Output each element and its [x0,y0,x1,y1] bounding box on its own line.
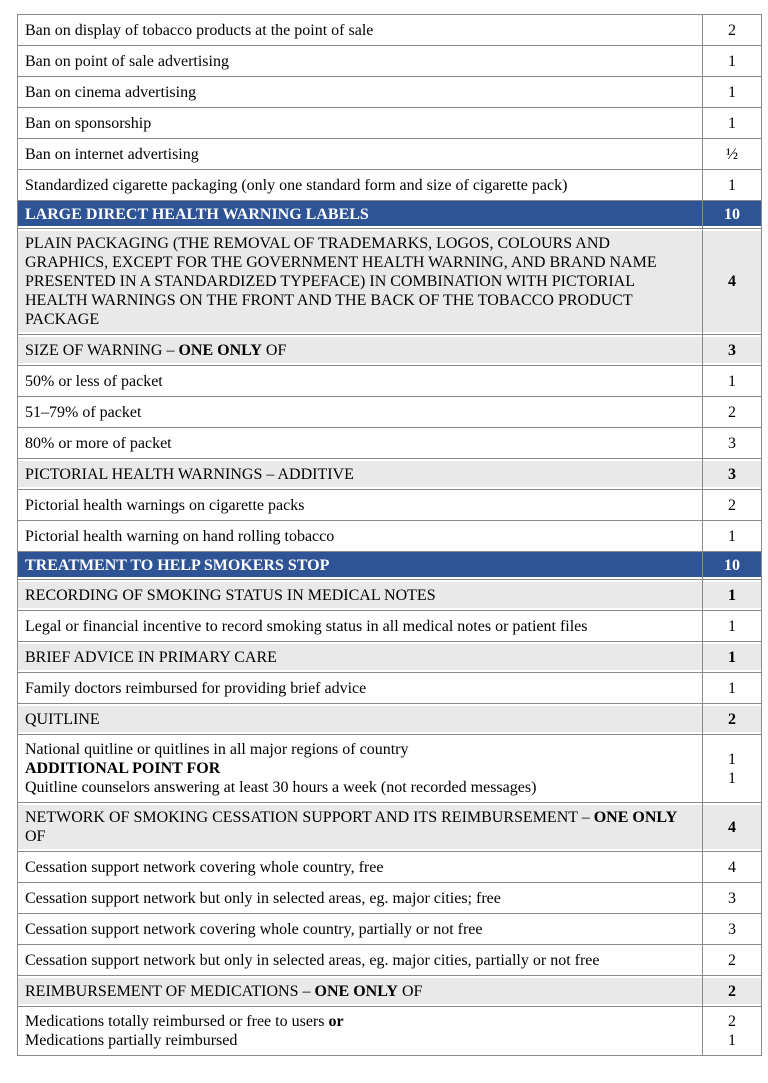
row-label-line [25,759,696,778]
row-score-cell [703,201,762,229]
row-label-segment: LARGE DIRECT HEALTH WARNING LABELS [25,206,369,223]
row-label-segment: Standardized cigarette packaging (only one standard form and size of cigarette pack) [25,176,568,194]
row-score-value: 1 [728,586,736,604]
row-score-value: 3 [728,465,736,483]
row-score-value: ½ [726,145,738,163]
row-label-cell [18,108,703,139]
row-label-line [25,617,696,636]
row-score-cell [703,673,762,704]
row-score-value: 2 [728,1013,736,1030]
row-label-cell [18,201,703,229]
row-label-cell [18,883,703,914]
row-label-line [25,434,696,453]
row-score-cell [703,976,762,1007]
row-score-value: 2 [728,496,736,514]
subsection-header-row [18,459,762,490]
row-label-line [25,808,696,846]
table-row [18,852,762,883]
row-score-cell [703,77,762,108]
row-label-segment: Pictorial health warning on hand rolling tobacco [25,527,335,545]
row-label-line [25,83,696,102]
row-label-cell [18,15,703,46]
row-score-value: 1 [728,648,736,666]
row-label-line [25,858,696,877]
table-row [18,735,762,803]
row-label-segment: Quitline counselors answering at least 30 hours a week (not recorded messages) [25,779,537,796]
row-score-cell [703,521,762,552]
table-row [18,611,762,642]
row-label-segment: Medications totally reimbursed or free to users [25,1013,329,1030]
row-label-segment: Medications partially reimbursed [25,1032,238,1049]
row-label-cell [18,459,703,490]
row-score-value: 1 [728,679,736,697]
row-label-line [25,556,696,575]
row-label-cell [18,580,703,611]
row-label-line [25,527,696,546]
subsection-header-row [18,704,762,735]
table-row [18,428,762,459]
row-score-cell [703,397,762,428]
row-score-value: 10 [724,557,740,574]
row-score-value: 4 [728,818,736,836]
row-label-segment: REIMBURSEMENT OF MEDICATIONS – [25,982,315,1000]
row-score-value: 1 [728,83,736,101]
table-row [18,170,762,201]
row-score-cell [703,428,762,459]
subsection-header-row [18,580,762,611]
row-label-segment: 50% or less of packet [25,372,163,390]
row-label-line [25,341,696,360]
row-label-line [25,176,696,195]
table-row [18,46,762,77]
row-label-segment: Cessation support network covering whole country, free [25,858,384,876]
table-row [18,15,762,46]
row-label-segment: RECORDING OF SMOKING STATUS IN MEDICAL NOTES [25,586,436,604]
row-label-segment: OF [397,982,423,1000]
row-label-line [25,648,696,667]
row-score-cell [703,459,762,490]
row-score-cell [703,611,762,642]
row-score-cell [703,852,762,883]
row-score-cell [703,883,762,914]
row-score-cell [703,945,762,976]
row-label-segment: Family doctors reimbursed for providing brief advice [25,679,367,697]
row-score-cell [703,229,762,335]
row-label-segment: OF [25,828,46,845]
row-label-segment: ADDITIONAL POINT FOR [25,760,221,777]
row-label-segment: Ban on sponsorship [25,114,152,132]
row-label-segment: 51–79% of packet [25,403,142,421]
row-label-line [25,679,696,698]
row-score-value: 3 [728,889,736,907]
row-label-segment: Cessation support network covering whole country, partially or not free [25,920,483,938]
row-score-value: 1 [728,372,736,390]
table-row [18,673,762,704]
row-label-segment: Ban on cinema advertising [25,83,197,101]
row-score-value: 2 [728,21,736,39]
row-score-value: 3 [728,341,736,359]
row-label-segment: Ban on point of sale advertising [25,52,229,70]
row-label-line [25,951,696,970]
row-label-cell [18,77,703,108]
row-label-cell [18,945,703,976]
row-score-cell [703,1007,762,1056]
table-row [18,397,762,428]
row-score-value: 1 [728,527,736,545]
row-score-value: 3 [728,434,736,452]
row-label-cell [18,735,703,803]
row-label-cell [18,335,703,366]
row-score-value: 4 [728,273,736,290]
row-label-line [25,920,696,939]
table-row [18,490,762,521]
row-label-segment: NETWORK OF SMOKING CESSATION SUPPORT AND ITS REIMBURSEMENT – [25,809,594,826]
row-label-line [25,889,696,908]
row-score-value: 1 [728,617,736,635]
row-score-cell [703,366,762,397]
row-score-cell [703,580,762,611]
row-label-segment: Cessation support network but only in selected areas, eg. major cities, partially or not free [25,951,600,969]
row-label-line [25,740,696,759]
row-label-segment: Pictorial health warnings on cigarette packs [25,496,305,514]
table-row [18,945,762,976]
table-row [18,521,762,552]
policy-score-table [17,14,762,1056]
row-label-cell [18,139,703,170]
row-label-segment: or [328,1013,344,1030]
row-label-line [25,465,696,484]
row-label-line [25,372,696,391]
row-label-line [25,586,696,605]
row-label-cell [18,704,703,735]
table-row [18,139,762,170]
row-score-cell [703,704,762,735]
table-row [18,77,762,108]
row-label-segment: PICTORIAL HEALTH WARNINGS – ADDITIVE [25,465,354,483]
section-header-row [18,552,762,580]
row-label-segment: Ban on display of tobacco products at the point of sale [25,21,374,39]
row-label-cell [18,552,703,580]
section-header-row [18,201,762,229]
table-row [18,1007,762,1056]
table-row [18,914,762,945]
row-label-line [25,234,696,329]
row-label-line [25,1012,696,1031]
policy-score-table-body [18,15,762,1056]
row-label-segment: 80% or more of packet [25,434,172,452]
row-score-value: 2 [728,710,736,728]
row-score-value: 2 [728,982,736,1000]
row-score-value: 2 [728,403,736,421]
row-label-cell [18,428,703,459]
row-score-cell [703,735,762,803]
row-label-cell [18,852,703,883]
row-label-cell [18,229,703,335]
row-label-segment: OF [261,341,287,359]
row-label-cell [18,976,703,1007]
row-label-line [25,496,696,515]
row-label-cell [18,803,703,852]
table-row [18,366,762,397]
row-label-segment: QUITLINE [25,710,100,728]
row-label-cell [18,673,703,704]
row-label-cell [18,914,703,945]
subsection-header-row [18,335,762,366]
row-label-line [25,52,696,71]
row-label-line [25,145,696,164]
row-score-value: 1 [728,769,736,787]
row-score-cell [703,15,762,46]
row-label-line [25,982,696,1001]
row-score-cell [703,642,762,673]
row-score-value: 2 [728,951,736,969]
row-score-cell [703,914,762,945]
row-score-cell [703,170,762,201]
row-label-segment: ONE ONLY [593,809,678,826]
row-label-cell [18,611,703,642]
row-score-value: 1 [728,114,736,132]
row-score-cell [703,552,762,580]
row-score-value: 1 [728,52,736,70]
row-label-cell [18,397,703,428]
row-score-value: 1 [728,176,736,194]
subsection-header-row [18,229,762,335]
row-score-value: 10 [724,206,740,223]
row-label-segment: National quitline or quitlines in all major regions of country [25,741,409,758]
row-score-value: 1 [728,750,736,768]
row-label-segment: Legal or financial incentive to record smoking status in all medical notes or patient files [25,617,588,635]
table-row [18,883,762,914]
row-label-segment: BRIEF ADVICE IN PRIMARY CARE [25,648,277,666]
row-label-segment: ONE ONLY [314,982,398,1000]
row-label-cell [18,46,703,77]
row-label-cell [18,366,703,397]
row-label-line [25,710,696,729]
row-score-value: 4 [728,858,736,876]
row-score-cell [703,139,762,170]
row-score-cell [703,335,762,366]
row-score-cell [703,803,762,852]
row-label-segment: TREATMENT TO HELP SMOKERS STOP [25,557,330,574]
row-label-cell [18,642,703,673]
row-label-line [25,21,696,40]
row-label-line [25,778,696,797]
row-label-cell [18,1007,703,1056]
subsection-header-row [18,976,762,1007]
row-label-line [25,205,696,224]
row-label-segment: Ban on internet advertising [25,145,199,163]
row-label-segment: PLAIN PACKAGING (THE REMOVAL OF TRADEMARKS, LOGOS, COLOURS AND GRAPHICS, EXCEPT FOR THE GOVERNMENT HEALTH WARNING, AND BRAND NAME PRESENTED IN A STANDARDIZED TYPEFACE) IN COMBINATION WITH PICTORIAL HEALTH WARNINGS ON THE FRONT AND THE BACK OF THE TOBACCO PRODUCT PACKAGE [25,235,657,328]
row-label-cell [18,490,703,521]
row-label-cell [18,521,703,552]
row-label-segment: SIZE OF WARNING – [25,341,179,359]
row-label-segment: ONE ONLY [178,341,262,359]
subsection-header-row [18,642,762,673]
row-label-cell [18,170,703,201]
row-label-line [25,114,696,133]
row-label-line [25,403,696,422]
row-score-cell [703,490,762,521]
row-label-segment: Cessation support network but only in selected areas, eg. major cities; free [25,889,501,907]
row-score-cell [703,46,762,77]
row-score-value: 3 [728,920,736,938]
table-row [18,108,762,139]
subsection-header-row [18,803,762,852]
row-score-value: 1 [728,1032,736,1049]
row-label-line [25,1031,696,1050]
row-score-cell [703,108,762,139]
